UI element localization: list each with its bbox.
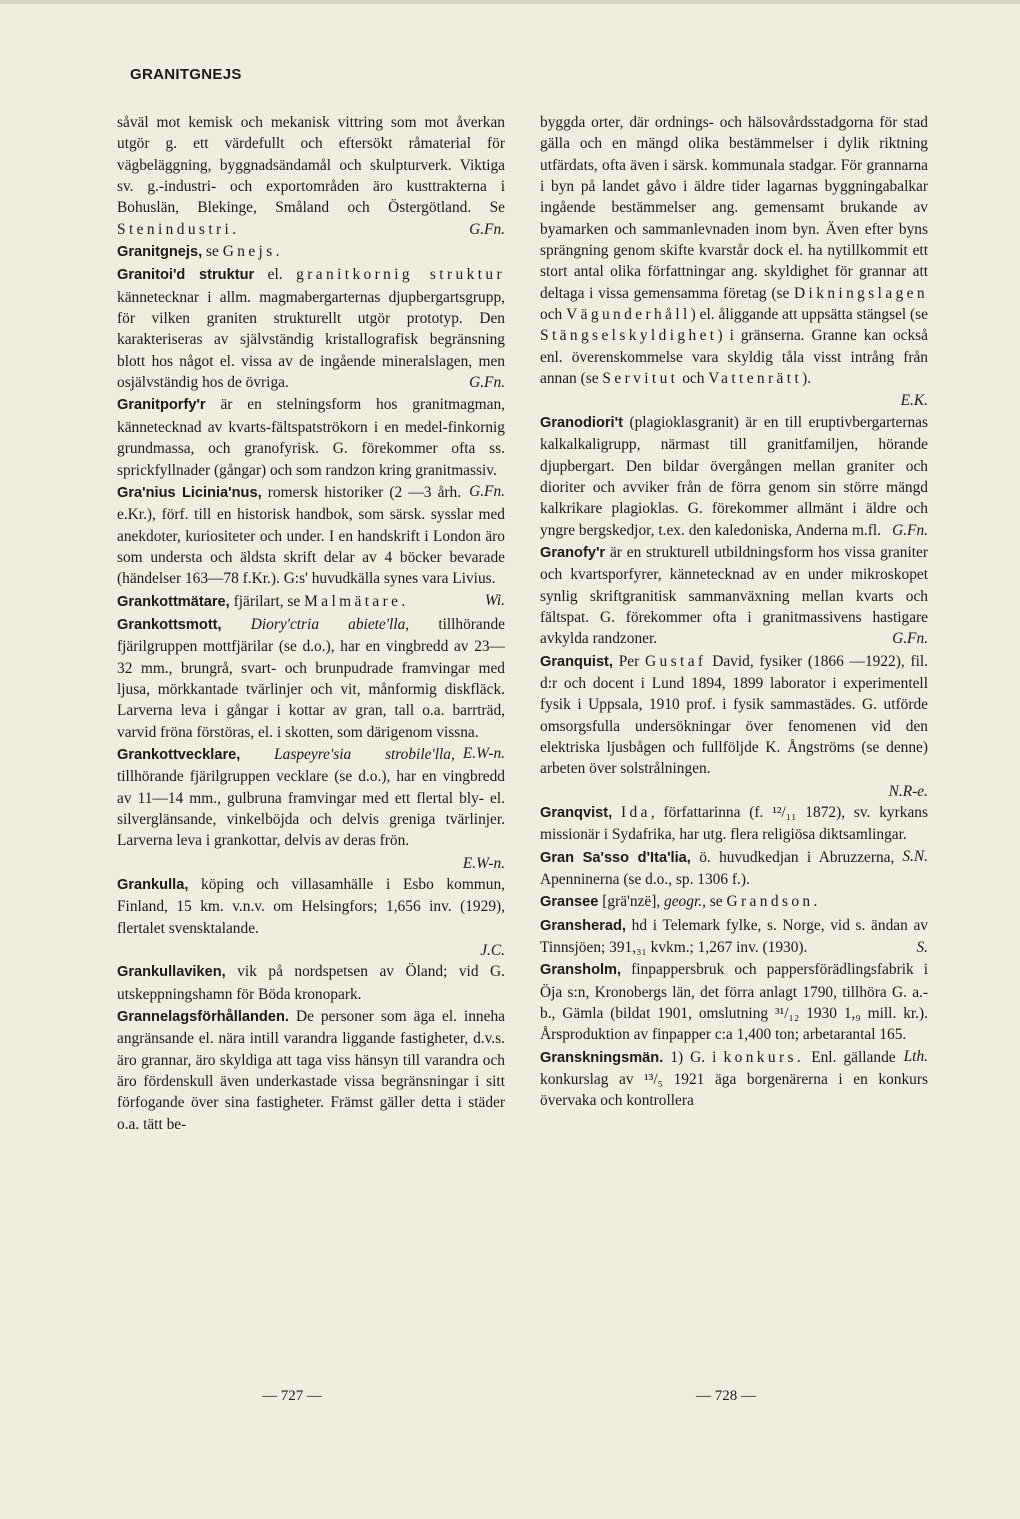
entry-gransholm: Gransholm, finpappersbruk och pappersförädlingsfabrik i Öja s:n, Kronobergs län, det förra anlagt 1790, tillhöra G. a.-b., Gämla (bildat 1901, omslutning ³¹/₁₂ 1930 1,₉ mill. kr.). Årsproduktion av finpapper c:a 1,400 ton; arbetarantal 165. Lth. [540,959,928,1045]
author-signature: G.Fn. [892,521,928,539]
author-signature: G.Fn. [892,630,928,648]
latin-name: Dioryʹctria abieteʹlla, [250,615,410,633]
entry-headword: Gransholm, [540,962,622,979]
author-signature: Wi. [484,591,505,609]
entry-headword: Gransherad, [540,917,626,934]
cross-reference[interactable]: Gnejs. [222,243,283,261]
entry-granskningsman: Granskningsmän. 1) G. i konkurs. Enl. gällande konkurslag av ¹³/₅ 1921 äga borgenärerna i en konkurs övervaka och kontrollera [540,1048,928,1110]
page-number-left: — 727 — [262,1388,322,1404]
entry-headword: Grankottvecklare, [117,746,241,763]
cross-reference[interactable]: Stängselskyldighet [540,327,718,345]
cross-reference[interactable]: Servitut [602,370,679,388]
page-edge [0,0,1020,4]
author-signature: E.W-n. [462,744,505,762]
entry-grankottvecklare: Grankottvecklare, Laspeyreʹsia strobileʹlla, tillhörande fjärilgruppen vecklare (se d.o.), har en vingbredd av 11—14 mm., gulbruna framvingar med ett flertal bly- el. silverglänsande, vinkelböjda och delvis greniga tvärlinjer. Larverna leva i grankottar, delvis av deras frön. [117,745,505,850]
entry-headword: Gra'nius Licinia'nus, [117,484,262,501]
cross-reference[interactable]: Grandson. [726,893,821,911]
cross-reference[interactable]: konkurs. [723,1048,805,1066]
entry-grankottsmott: Grankottsmott, Dioryʹctria abieteʹlla, tillhörande fjärilgruppen mottfjärilar (se d.o.), har en vingbredd av 23—32 mm., brungrå, svart- och brunpudrade framvingar med ljusa, mörkkantade tvärlinjer och vit, månformig diskfläck. Larverna leva i gångar i kottar av gran, tall o.a. barrträd, varvid fröna förstöras, el. i skotten, som därigenom vissna. E.W-n. [117,614,505,743]
entry-granitgnejs-continued: såväl mot kemisk och mekanisk vittring som mot åverkan utgör g. ett värdefullt och eftersökt råmaterial för vägbeläggning, byggnadsändamål och skulpturverk. Viktiga sv. g.-industri- och exportområden äro kusttrakterna i Bohuslän, Blekinge, Småland och Östergötland. Se Stenindustri. G.Fn. [117,112,505,240]
entry-granitporfyr: Granitporfy'r är en stelningsform hos granitmagman, kännetecknad av kvarts-fältspatströkorn i en medel-finkornig grundmassa, och granofyrisk. G. förekommer ofta ss. sprickfyllnader (gångar) och som randzon kring granitmassiv. G.Fn. [117,394,505,480]
entry-granqvist: Granqvist, Ida, författarinna (f. ¹²/₁₁ 1872), sv. kyrkans missionär i Sydafrika, har utg. flera religiösa diktsamlingar. S.N. [540,802,928,846]
entry-headword: Granofy'r [540,544,606,561]
entry-granquist: Granquist, Per Gustaf David, fysiker (1866 —1922), fil. d:r och docent i Lund 1894, 1899 laborator i experimentell fysik i Uppsala, 1910 prof. i fysik sammastädes. G. utförde omsorgsfulla undersökningar över fenomenen vid den elektriska ljusbågen och fullföljde K. Ångströms (se denne) arbeten över solstrålningen. [540,652,928,778]
entry-headword: Granskningsmän. [540,1049,664,1066]
entry-granodiorit: Granodiori't (plagioklasgranit) är en till eruptivbergarternas kalkalkaligrupp, närmast till granitfamiljen, hörande djupbergart. Den bildar övergången mellan graniter och dioriter och avviker från de förra genom sin större mängd kalkrikare plagioklas. G. förekommer allmänt i äldre och yngre bergskedjor, t.ex. den kaledoniska, Anderna m.fl. G.Fn. [540,412,928,541]
entry-gran-sasso: Gran Sa'sso d'Ita'lia, ö. huvudkedjan i Abruzzerna, Apenninerna (se d.o., sp. 1306 f.). [540,848,895,889]
entry-headword: Granitporfy'r [117,397,206,414]
entry-gransee: Gransee [grä'nzë], geogr., se Grandson. [540,893,821,911]
entry-granitgnejs: Granitgnejs, se Gnejs. [117,243,283,261]
cross-reference[interactable]: Malmätare. [304,592,409,610]
cross-reference[interactable]: granitkornig struktur [296,266,505,284]
author-signature: N.R-e. [888,782,928,800]
entry-headword: Grankottsmott, [117,616,222,633]
author-signature: S.N. [902,847,928,865]
entry-headword: Granodiori't [540,414,623,431]
author-signature: G.Fn. [469,482,505,500]
entry-grankullaviken: Grankullaviken, vik på nordspetsen av Öland; vid G. utskeppningshamn för Böda kronopark. [117,963,505,1003]
cross-reference[interactable]: Vägunderhåll [566,306,691,324]
entry-headword: Granitgnejs, [117,244,203,261]
entry-granofyr: Granofy'r är en strukturell utbildningsform hos vissa graniter och kvartsporfyrer, kännetecknad av en under mikroskopet synlig skriftgranitisk sammanväxning mellan kvarts och fältspat. G. förekommer ofta i granitmassivens hastigare avkylda randzoner. G.Fn. [540,542,928,650]
author-signature: G.Fn. [469,220,505,238]
entry-headword: Gransee [540,894,599,911]
spaced-name: Gustaf [645,652,707,670]
spaced-name: Ida [621,804,651,821]
entry-headword: Grannelagsförhållanden. [117,1009,289,1026]
entry-headword: Grankullaviken, [117,964,226,981]
latin-name: Laspeyreʹsia strobileʹlla, [274,745,455,763]
entry-granitoid: Granitoi'd struktur el. granitkornig struktur kännetecknar i allm. magmabergarternas djupbergartsgrupp, för vilken graniten strukturellt utgör prototyp. Den karakteriseras av självständig kristallografisk begränsning blott hos något el. vissa av de ingående mineralslagen, men osjälvständig hos de övriga. G.Fn. [117,264,505,393]
author-signature: E.K. [900,392,928,410]
entry-headword: Granquist, [540,653,613,670]
cross-reference[interactable]: Vattenrätt [708,370,803,388]
entry-headword: Grankottmätare, [117,593,230,610]
running-head: GRANITGNEJS [130,66,242,83]
entry-headword: Granqvist, [540,805,613,821]
author-signature: E.W-n. [462,854,505,872]
page-number-right: — 728 — [696,1388,756,1404]
author-signature: G.Fn. [469,374,505,392]
author-signature: J.C. [480,942,505,960]
entry-headword: Granitoi'd struktur [117,267,255,284]
author-signature: Lth. [903,1047,928,1065]
left-column [117,112,505,1136]
entry-granius: Gra'nius Licinia'nus, romersk historiker (2 —3 årh. e.Kr.), förf. till en historisk handbok, som särsk. sysslar med anekdoter, kuriositeter och under. I en handskrift i London äro som understa och äldsta skrift delar av 4 böcker bevarade (händelser 163—78 f.Kr.). G:s' huvudkälla synes vara Livius. Wi. [117,482,505,590]
right-column [540,112,928,1113]
entry-headword: Grankulla, [117,877,189,894]
entry-grankottmatare: Grankottmätare, fjärilart, se Malmätare. [117,592,409,610]
entry-grankulla: Grankulla, köping och villasamhälle i Esbo kommun, Finland, 15 km. v.n.v. om Helsingfors; 1,656 inv. (1929), flertalet svensktalande. [117,876,505,937]
entry-gransherad: Gransherad, hd i Telemark fylke, s. Norge, vid s. ändan av Tinnsjöen; 391,₃₁ kvkm.; 1,267 inv. (1930). S. [540,915,928,959]
cross-reference[interactable]: Stenindustri. [117,220,240,238]
entry-grannelagsforhallanden: Grannelagsförhållanden. De personer som äga el. inneha angränsande el. nära intill varandra liggande fastigheter, d.v.s. äro grannar, äro skyldiga att taga viss hänsyn till varandra och äro fördenskull även underkastade vissa begränsningar i sitt förfogande över sina fastigheter. Främst gäller detta i städer o.a. tätt be- [117,1008,505,1133]
cross-reference[interactable]: Dikningslagen [794,284,928,302]
author-signature: S. [916,939,928,957]
entry-headword: Gran Sa'sso d'Ita'lia, [540,849,691,866]
entry-grannelag-continued: byggda orter, där ordnings- och hälsovårdsstadgorna för stad gälla och en mängd olika bestämmelser i dylik riktning utfärdats, ofta även i särsk. kommunala stadgar. För grannarna i byn på landet gåvo i äldre tider lagarnas byggningabalkar ingående bestämmelser ang. gemensamt brukande av byamarken och sammanlevnaden inom byn. Även efter byns sprängning genom skifte kvarstår dock el. ha nytillkommit ett stort antal olika författningar ang. skyldighet för grannar att deltaga i vissa gemensamma företag (se Dikningslagen och Vägunderhåll) el. åliggande att uppsätta stängsel (se Stängselskyldighet) i gränserna. Granne kan också enl. överenskommelse vara skyldig tåla visst intrång från annan (se Servitut och Vattenrätt). [540,114,928,388]
